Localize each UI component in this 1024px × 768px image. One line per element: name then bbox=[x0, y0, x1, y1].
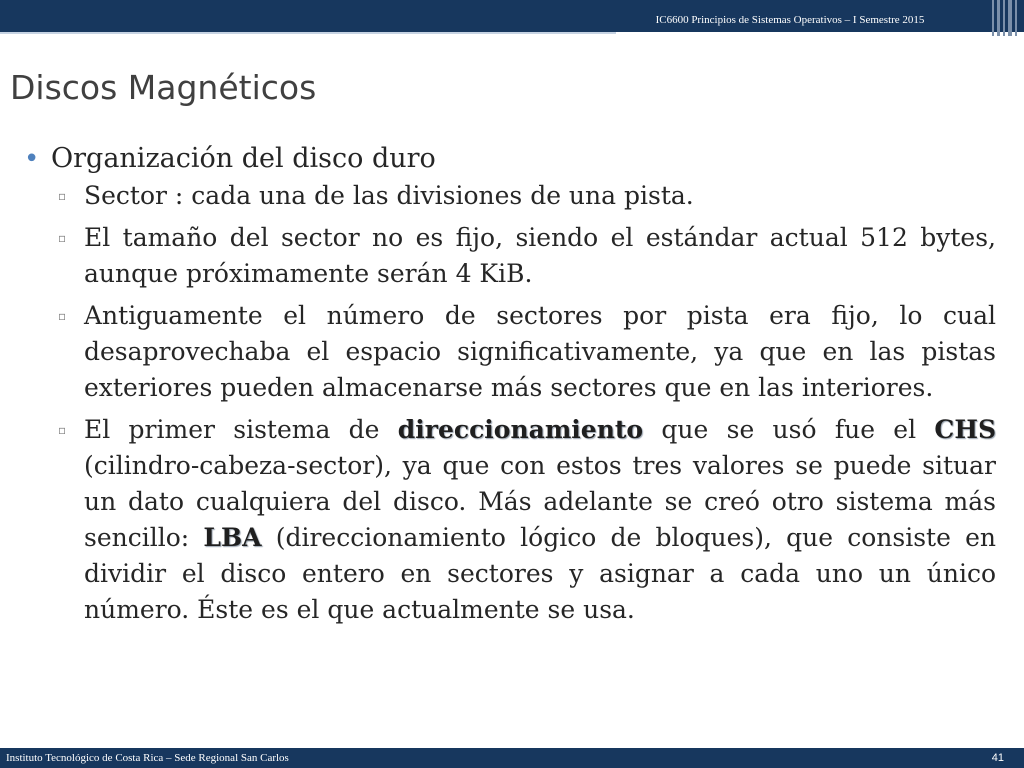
sub-bullet-text: Antiguamente el número de sectores por pista era fijo, lo cual desaprovechaba el espacio significativamente, ya que en las pistas exteriores pueden almacenarse más sectores que en las interiores. bbox=[84, 301, 996, 402]
decorative-bar bbox=[1003, 0, 1005, 36]
text-segment: (cilindro-cabeza-sector), ya que con estos tres valores se puede situar un dato cualquiera del disco. Más adelante se creó otro sistema más sencillo: bbox=[84, 451, 996, 552]
bullet-dot-icon: • bbox=[24, 144, 40, 174]
decorative-bar bbox=[1008, 0, 1012, 36]
page-number: 41 bbox=[991, 752, 1004, 764]
square-bullet-icon: ▫ bbox=[58, 189, 67, 203]
sub-bullet-sector bbox=[58, 178, 996, 214]
square-bullet-icon: ▫ bbox=[58, 309, 67, 323]
footer-band bbox=[0, 748, 1024, 768]
header-accent-line bbox=[0, 32, 616, 34]
bullet-text: Organización del disco duro bbox=[51, 143, 436, 174]
decorative-bar bbox=[992, 0, 994, 36]
text-segment: (direccionamiento lógico de bloques), que consiste en dividir el disco entero en sectores y asignar a cada uno un único número. Éste es el que actualmente se usa. bbox=[84, 523, 996, 624]
term-direccionamiento: direccionamiento bbox=[397, 415, 644, 444]
sub-bullet-text bbox=[84, 412, 996, 628]
term-chs: CHS bbox=[934, 415, 996, 444]
decorative-bar bbox=[1015, 0, 1017, 36]
square-bullet-icon: ▫ bbox=[58, 231, 67, 245]
square-bullet-icon: ▫ bbox=[58, 423, 67, 437]
text-segment: que se usó fue el bbox=[643, 415, 935, 444]
sub-bullet-history bbox=[58, 298, 996, 406]
sub-bullet-size bbox=[58, 220, 996, 292]
sub-bullet-text: El tamaño del sector no es fijo, siendo el estándar actual 512 bytes, aunque próximamente serán 4 KiB. bbox=[84, 223, 996, 288]
text-segment: El primer sistema de bbox=[84, 415, 398, 444]
decorative-bar bbox=[997, 0, 1000, 36]
sub-bullet-addressing bbox=[58, 412, 996, 628]
term-lba: LBA bbox=[203, 523, 262, 552]
slide-title: Discos Magnéticos bbox=[10, 68, 317, 107]
slide-content bbox=[24, 140, 996, 634]
sub-bullet-text: Sector : cada una de las divisiones de una pista. bbox=[84, 181, 694, 210]
course-label: IC6600 Principios de Sistemas Operativos – I Semestre 2015 bbox=[616, 8, 964, 32]
bullet-level-1 bbox=[24, 140, 996, 178]
footer-institution: Instituto Tecnológico de Costa Rica – Sede Regional San Carlos bbox=[6, 752, 289, 764]
